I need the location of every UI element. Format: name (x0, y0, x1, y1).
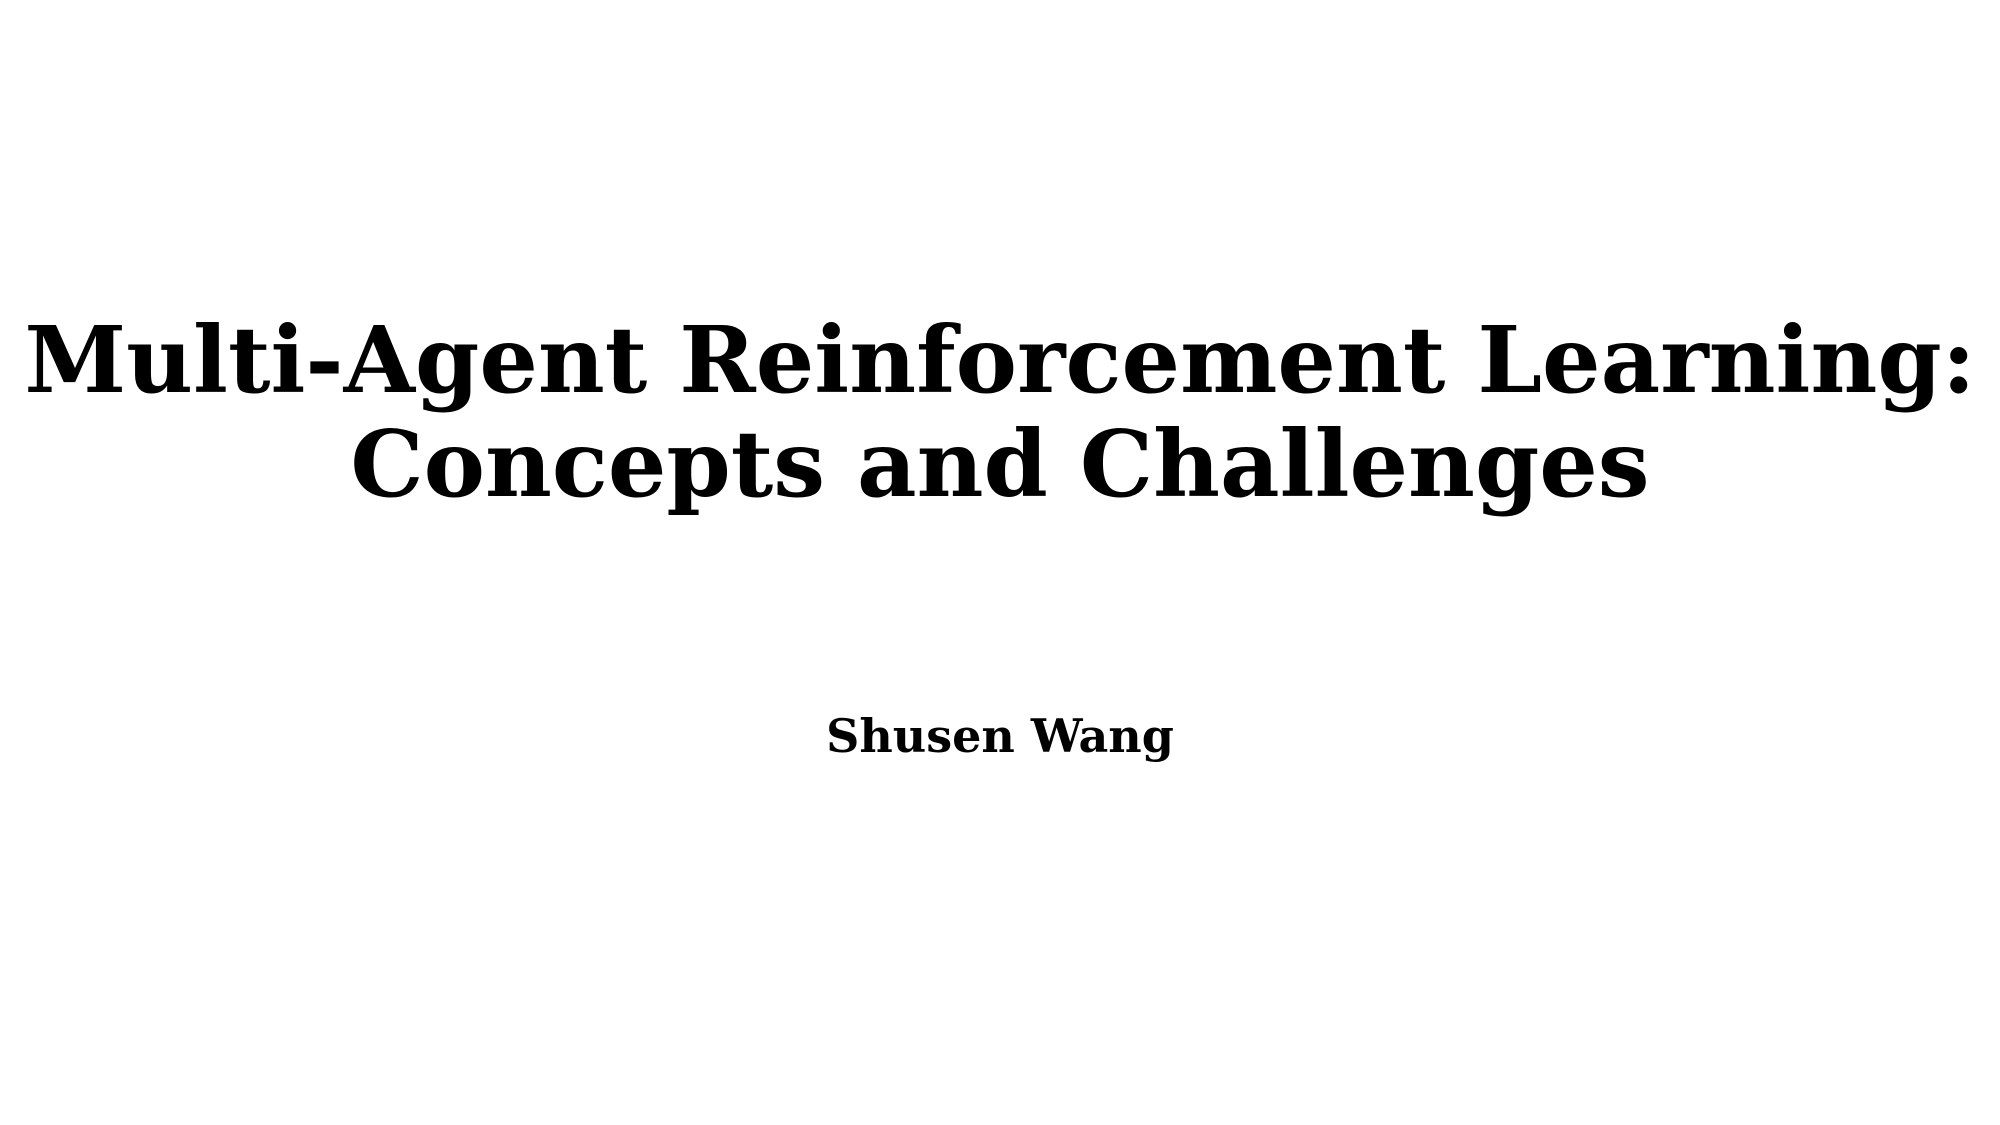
title-line-1: Multi-Agent Reinforcement Learning: (24, 306, 1976, 414)
author-name: Shusen Wang (826, 709, 1174, 763)
slide-title (0, 308, 2000, 516)
title-line-2: Concepts and Challenges (350, 410, 1650, 518)
